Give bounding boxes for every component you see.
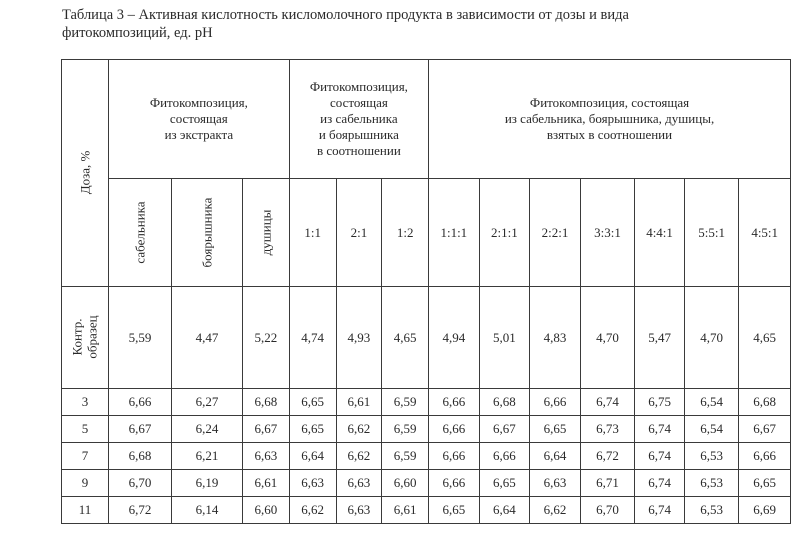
- caption-line-2: фитокомпозиций, ед. pH: [62, 25, 213, 41]
- group-pair-line: из сабельника: [320, 111, 398, 126]
- subheader-extract-label: душицы: [258, 209, 274, 255]
- dose-cell: 7: [62, 443, 109, 470]
- control-label: [70, 315, 100, 358]
- value-cell: 6,68: [243, 389, 290, 416]
- value-cell: 6,62: [336, 416, 382, 443]
- dose-header-cell: [62, 60, 109, 287]
- value-cell: 6,63: [336, 497, 382, 524]
- table-row: [62, 443, 791, 470]
- value-cell: 6,74: [580, 389, 635, 416]
- value-cell: 6,53: [684, 497, 739, 524]
- value-cell: 6,66: [108, 389, 171, 416]
- value-cell: 6,62: [530, 497, 581, 524]
- dose-cell: 3: [62, 389, 109, 416]
- control-label-line: Контр.: [69, 318, 85, 356]
- value-cell: 6,60: [243, 497, 290, 524]
- group-triple-header: [429, 60, 791, 179]
- value-cell: 6,24: [172, 416, 243, 443]
- group-pair-line: и боярышника: [318, 127, 399, 142]
- control-value-cell: 4,70: [684, 287, 739, 389]
- value-cell: 6,67: [243, 416, 290, 443]
- table-row: [62, 497, 791, 524]
- value-cell: 6,63: [289, 470, 336, 497]
- value-cell: 6,60: [382, 470, 429, 497]
- value-cell: 6,63: [336, 470, 382, 497]
- subheader-ratio-cell: 2:1: [336, 179, 382, 287]
- value-cell: 6,67: [479, 416, 530, 443]
- value-cell: 6,14: [172, 497, 243, 524]
- table-row: [62, 470, 791, 497]
- value-cell: 6,65: [429, 497, 480, 524]
- value-cell: 6,73: [580, 416, 635, 443]
- value-cell: 6,67: [108, 416, 171, 443]
- group-extract-line: состоящая: [169, 111, 228, 126]
- table-row: [62, 389, 791, 416]
- control-label-cell: [62, 287, 109, 389]
- subheader-ratio-cell: 4:5:1: [739, 179, 791, 287]
- value-cell: 6,19: [172, 470, 243, 497]
- acidity-table: [61, 59, 791, 524]
- data-rows: [62, 389, 791, 524]
- value-cell: 6,70: [108, 470, 171, 497]
- control-value-cell: 4,65: [739, 287, 791, 389]
- value-cell: 6,67: [739, 416, 791, 443]
- control-value-cell: 4,83: [530, 287, 581, 389]
- control-value-cell: 5,59: [108, 287, 171, 389]
- value-cell: 6,72: [108, 497, 171, 524]
- group-pair-header: [289, 60, 428, 179]
- value-cell: 6,74: [635, 497, 685, 524]
- table-row: [62, 416, 791, 443]
- value-cell: 6,63: [530, 470, 581, 497]
- value-cell: 6,54: [684, 416, 739, 443]
- value-cell: 6,71: [580, 470, 635, 497]
- value-cell: 6,68: [108, 443, 171, 470]
- subheader-ratio-cell: 1:2: [382, 179, 429, 287]
- value-cell: 6,61: [382, 497, 429, 524]
- subheader-ratio-cell: 1:1:1: [429, 179, 480, 287]
- subheader-ratio-cell: 3:3:1: [580, 179, 635, 287]
- dose-cell: 5: [62, 416, 109, 443]
- subheader-ratio-cell: 2:2:1: [530, 179, 581, 287]
- value-cell: 6,74: [635, 470, 685, 497]
- subheader-extract-cell: [172, 179, 243, 287]
- control-row: [62, 287, 791, 389]
- value-cell: 6,61: [243, 470, 290, 497]
- control-value-cell: 4,47: [172, 287, 243, 389]
- group-header-row: [62, 60, 791, 179]
- subheader-extract-label: боярышника: [199, 197, 215, 267]
- value-cell: 6,70: [580, 497, 635, 524]
- dose-cell: 11: [62, 497, 109, 524]
- value-cell: 6,65: [739, 470, 791, 497]
- control-value-cell: 4,70: [580, 287, 635, 389]
- value-cell: 6,65: [530, 416, 581, 443]
- value-cell: 6,66: [479, 443, 530, 470]
- value-cell: 6,62: [289, 497, 336, 524]
- group-pair-line: состоящая: [329, 95, 388, 110]
- value-cell: 6,74: [635, 443, 685, 470]
- value-cell: 6,68: [739, 389, 791, 416]
- value-cell: 6,27: [172, 389, 243, 416]
- group-pair-line: Фитокомпозиция,: [309, 79, 408, 94]
- value-cell: 6,66: [739, 443, 791, 470]
- control-value-cell: 4,94: [429, 287, 480, 389]
- subheader-row: [62, 179, 791, 287]
- value-cell: 6,72: [580, 443, 635, 470]
- dose-header: Доза, %: [77, 150, 93, 195]
- group-extract-header: [108, 60, 289, 179]
- value-cell: 6,59: [382, 389, 429, 416]
- control-value-cell: 5,22: [243, 287, 290, 389]
- value-cell: 6,66: [530, 389, 581, 416]
- value-cell: 6,59: [382, 443, 429, 470]
- group-extract-line: Фитокомпозиция,: [149, 95, 248, 110]
- group-triple-line: из сабельника, боярышника, душицы,: [504, 111, 715, 126]
- group-triple-line: взятых в соотношении: [546, 127, 673, 142]
- value-cell: 6,66: [429, 389, 480, 416]
- value-cell: 6,64: [479, 497, 530, 524]
- control-value-cell: 4,93: [336, 287, 382, 389]
- control-label-line: образец: [84, 315, 100, 359]
- value-cell: 6,66: [429, 416, 480, 443]
- group-pair-line: в соотношении: [317, 143, 401, 158]
- control-value-cell: 5,47: [635, 287, 685, 389]
- dose-cell: 9: [62, 470, 109, 497]
- value-cell: 6,21: [172, 443, 243, 470]
- subheader-extract-cell: [243, 179, 290, 287]
- value-cell: 6,64: [289, 443, 336, 470]
- value-cell: 6,75: [635, 389, 685, 416]
- value-cell: 6,53: [684, 443, 739, 470]
- value-cell: 6,63: [243, 443, 290, 470]
- value-cell: 6,54: [684, 389, 739, 416]
- value-cell: 6,62: [336, 443, 382, 470]
- value-cell: 6,53: [684, 470, 739, 497]
- group-triple-line: Фитокомпозиция, состоящая: [529, 95, 690, 110]
- subheader-extract-label: сабельника: [132, 200, 148, 264]
- value-cell: 6,64: [530, 443, 581, 470]
- value-cell: 6,65: [289, 389, 336, 416]
- table-caption: [62, 6, 755, 42]
- group-extract-line: из экстракта: [164, 127, 234, 142]
- value-cell: 6,74: [635, 416, 685, 443]
- subheader-ratio-cell: 1:1: [289, 179, 336, 287]
- value-cell: 6,66: [429, 443, 480, 470]
- subheader-ratio-cell: 4:4:1: [635, 179, 685, 287]
- value-cell: 6,68: [479, 389, 530, 416]
- value-cell: 6,69: [739, 497, 791, 524]
- control-value-cell: 5,01: [479, 287, 530, 389]
- control-value-cell: 4,74: [289, 287, 336, 389]
- subheader-ratio-cell: 5:5:1: [684, 179, 739, 287]
- value-cell: 6,59: [382, 416, 429, 443]
- control-value-cell: 4,65: [382, 287, 429, 389]
- subheader-extract-cell: [108, 179, 171, 287]
- subheader-ratio-cell: 2:1:1: [479, 179, 530, 287]
- value-cell: 6,66: [429, 470, 480, 497]
- value-cell: 6,65: [289, 416, 336, 443]
- caption-line-1: Таблица 3 – Активная кислотность кисломолочного продукта в зависимости от дозы и вида: [62, 7, 629, 23]
- value-cell: 6,65: [479, 470, 530, 497]
- value-cell: 6,61: [336, 389, 382, 416]
